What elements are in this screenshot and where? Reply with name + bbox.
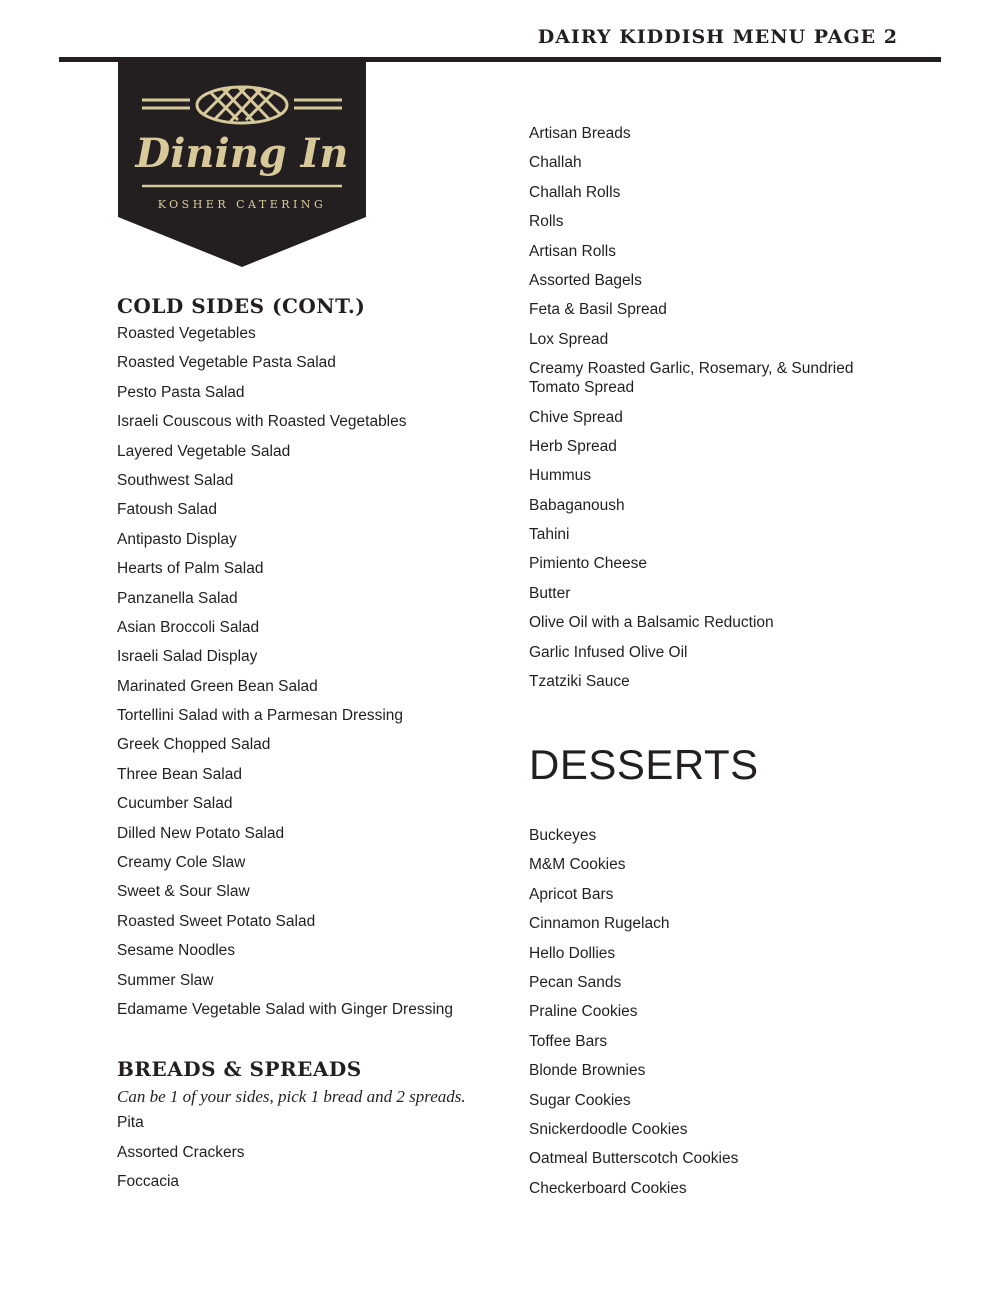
menu-item: Israeli Couscous with Roasted Vegetables	[117, 413, 407, 431]
menu-item: Buckeyes	[529, 827, 597, 845]
menu-item: Panzanella Salad	[117, 589, 238, 607]
menu-item: Israeli Salad Display	[117, 648, 258, 666]
menu-item: Roasted Vegetable Pasta Salad	[117, 354, 336, 372]
menu-item: Hummus	[529, 467, 592, 485]
menu-item: Apricot Bars	[529, 885, 614, 903]
menu-item: Asian Broccoli Salad	[117, 618, 260, 636]
menu-item: Challah Rolls	[529, 183, 621, 201]
menu-item: Pesto Pasta Salad	[117, 383, 245, 401]
right-column	[529, 124, 869, 1208]
menu-item: Lox Spread	[529, 330, 609, 348]
menu-item: Three Bean Salad	[117, 765, 242, 783]
menu-item: Challah	[529, 154, 582, 172]
menu-item: Chive Spread	[529, 408, 623, 426]
cold-sides-heading: COLD SIDES (CONT.)	[117, 294, 366, 318]
menu-item: Tahini	[529, 526, 570, 544]
menu-item: Pecan Sands	[529, 973, 622, 991]
menu-item: Rolls	[529, 213, 564, 231]
breads-spreads-heading: BREADS & SPREADS	[117, 1057, 362, 1082]
menu-item: Southwest Salad	[117, 471, 234, 489]
breads-spreads-note: Can be 1 of your sides, pick 1 bread and 2 spreads.	[117, 1087, 466, 1107]
menu-item: Pita	[117, 1114, 144, 1132]
menu-item: Tzatziki Sauce	[529, 673, 630, 691]
menu-item: Hearts of Palm Salad	[117, 560, 264, 578]
menu-item: Antipasto Display	[117, 530, 237, 548]
menu-item: Tortellini Salad with a Parmesan Dressing	[117, 707, 404, 725]
logo-script-text: Dining In	[135, 130, 349, 177]
menu-item: M&M Cookies	[529, 856, 626, 874]
desserts-list	[529, 826, 869, 1198]
menu-item: Summer Slaw	[117, 971, 214, 989]
menu-item: Olive Oil with a Balsamic Reduction	[529, 614, 774, 632]
menu-item: Fatoush Salad	[117, 501, 217, 519]
cold-sides-list	[117, 324, 477, 1019]
menu-item: Pimiento Cheese	[529, 555, 648, 573]
logo-subtitle: KOSHER CATERING	[157, 198, 327, 211]
menu-item: Cucumber Salad	[117, 795, 233, 813]
menu-item: Artisan Rolls	[529, 242, 616, 260]
menu-item: Assorted Crackers	[117, 1143, 245, 1161]
menu-item: Edamame Vegetable Salad with Ginger Dressing	[117, 1000, 454, 1018]
menu-item: Marinated Green Bean Salad	[117, 677, 318, 695]
menu-item: Toffee Bars	[529, 1032, 608, 1050]
menu-item: Roasted Sweet Potato Salad	[117, 912, 316, 930]
menu-item: Dilled New Potato Salad	[117, 824, 285, 842]
menu-item: Oatmeal Butterscotch Cookies	[529, 1150, 739, 1168]
menu-item: Garlic Infused Olive Oil	[529, 643, 688, 661]
menu-item: Blonde Brownies	[529, 1062, 646, 1080]
menu-item: Praline Cookies	[529, 1003, 638, 1021]
menu-item: Checkerboard Cookies	[529, 1179, 687, 1197]
left-column	[117, 294, 477, 1202]
menu-item: Butter	[529, 584, 571, 602]
desserts-heading: DESSERTS	[529, 741, 759, 789]
menu-item: Hello Dollies	[529, 944, 616, 962]
menu-item: Cinnamon Rugelach	[529, 915, 670, 933]
breads-spreads-list-continued	[529, 124, 869, 691]
menu-item: Snickerdoodle Cookies	[529, 1120, 688, 1138]
menu-item: Creamy Cole Slaw	[117, 854, 246, 872]
menu-item: Assorted Bagels	[529, 271, 642, 289]
menu-item: Sesame Noodles	[117, 942, 236, 960]
menu-item: Sugar Cookies	[529, 1091, 631, 1109]
menu-item: Herb Spread	[529, 437, 617, 455]
menu-item: Roasted Vegetables	[117, 325, 256, 342]
dining-in-logo	[118, 62, 366, 268]
menu-item: Creamy Roasted Garlic, Rosemary, & Sundried Tomato Spread	[529, 360, 854, 397]
breads-spreads-list	[117, 1113, 477, 1191]
menu-item: Foccacia	[117, 1173, 180, 1191]
menu-item: Babaganoush	[529, 496, 625, 514]
menu-item: Feta & Basil Spread	[529, 301, 667, 319]
page-title: DAIRY KIDDISH MENU PAGE 2	[537, 26, 898, 48]
menu-item: Layered Vegetable Salad	[117, 442, 291, 460]
menu-item: Greek Chopped Salad	[117, 736, 271, 754]
menu-item: Sweet & Sour Slaw	[117, 883, 250, 901]
menu-item: Artisan Breads	[529, 125, 631, 142]
